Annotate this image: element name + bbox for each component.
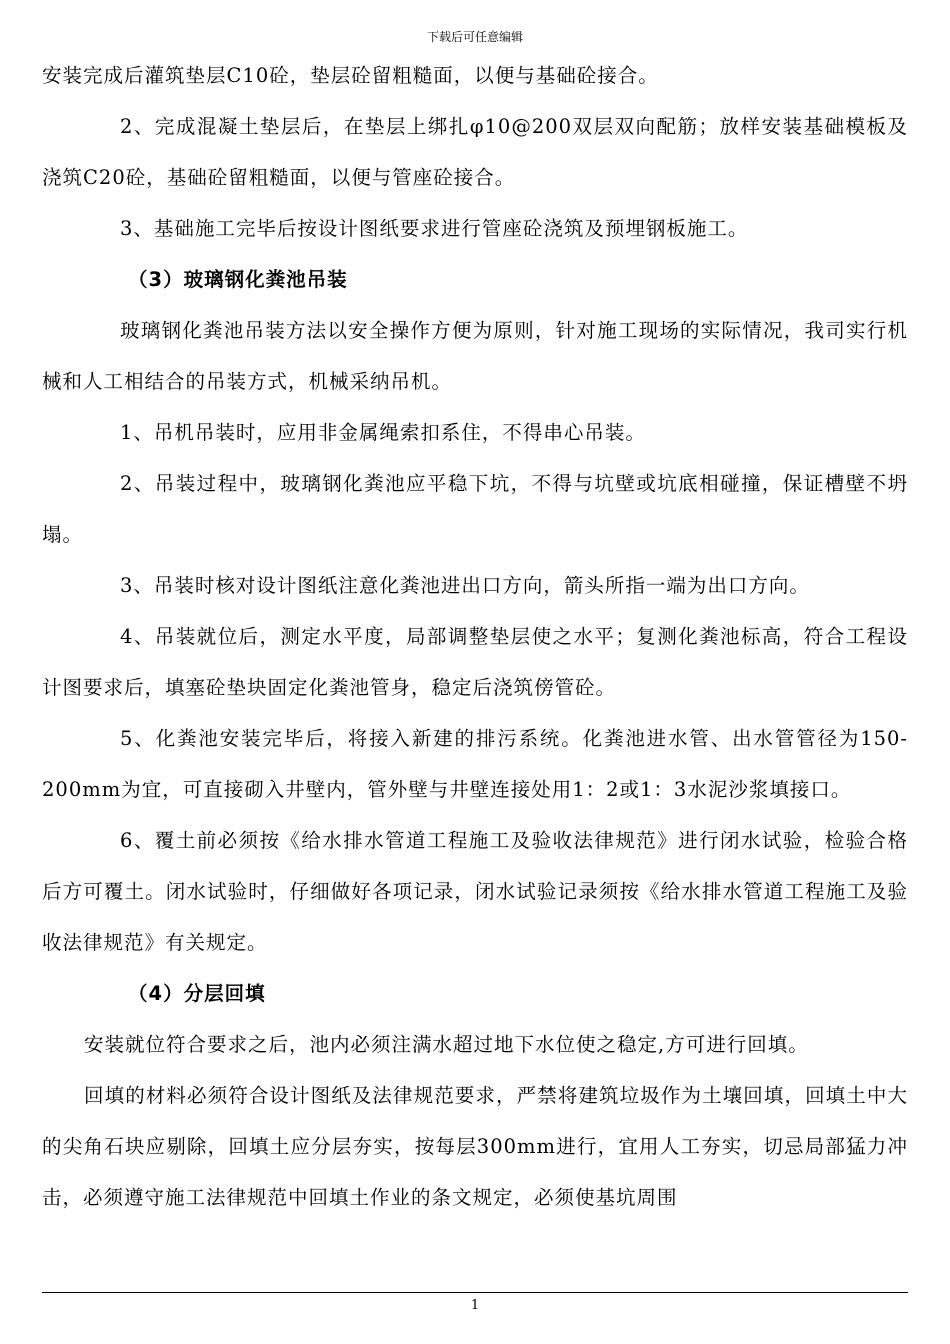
body-paragraph: 2、完成混凝土垫层后，在垫层上绑扎φ10@200双层双向配筋；放样安装基础模板及浇筑C20砼，基础砼留粗糙面，以便与管座砼接合。 <box>42 115 908 189</box>
body-paragraph: 3、吊装时核对设计图纸注意化粪池进出口方向，箭头所指一端为出口方向。 <box>120 574 810 597</box>
body-paragraph: 5、化粪池安装完毕后，将接入新建的排污系统。化粪池进水管、出水管管径为150-200mm为宜，可直接砌入井壁内，管外壁与井壁连接处用1：2或1：3水泥沙浆填接口。 <box>42 727 908 801</box>
document-body <box>42 50 908 1223</box>
body-paragraph: 回填的材料必须符合设计图纸及法律规范要求，严禁将建筑垃圾作为土壤回填，回填土中大的尖角石块应剔除，回填土应分层夯实，按每层300mm进行，宜用人工夯实，切忌局部猛力冲击，必须遵守施工法律规范中回填土作业的条文规定，必须使基坑周围 <box>42 1084 908 1209</box>
body-paragraph: 2、吊装过程中，玻璃钢化粪池应平稳下坑，不得与坑壁或坑底相碰撞，保证槽壁不坍塌。 <box>42 472 908 546</box>
page-header-note: 下载后可任意编辑 <box>426 30 523 44</box>
body-paragraph: 玻璃钢化粪池吊装方法以安全操作方便为原则，针对施工现场的实际情况，我司实行机械和人工相结合的吊装方式，机械采纳吊机。 <box>42 319 908 393</box>
body-paragraph: 6、覆土前必须按《给水排水管道工程施工及验收法律规范》进行闭水试验，检验合格后方可覆土。闭水试验时，仔细做好各项记录，闭水试验记录须按《给水排水管道工程施工及验收法律规范》有关规定。 <box>42 829 908 954</box>
section-heading: （4）分层回填 <box>128 982 266 1005</box>
body-paragraph: 3、基础施工完毕后按设计图纸要求进行管座砼浇筑及预埋钢板施工。 <box>120 217 749 240</box>
body-paragraph: 安装完成后灌筑垫层C10砼，垫层砼留粗糙面，以便与基础砼接合。 <box>42 64 659 87</box>
section-heading: （3）玻璃钢化粪池吊装 <box>128 268 348 291</box>
body-paragraph: 安装就位符合要求之后，池内必须注满水超过地下水位使之稳定,方可进行回填。 <box>84 1033 809 1056</box>
body-paragraph: 1、吊机吊装时，应用非金属绳索扣系住，不得串心吊装。 <box>120 421 646 444</box>
body-paragraph: 4、吊装就位后，测定水平度，局部调整垫层使之水平；复测化粪池标高，符合工程设计图要求后，填塞砼垫块固定化粪池管身，稳定后浇筑傍管砼。 <box>42 625 908 699</box>
footer-divider <box>42 1292 908 1293</box>
page-number: 1 <box>470 1298 480 1313</box>
